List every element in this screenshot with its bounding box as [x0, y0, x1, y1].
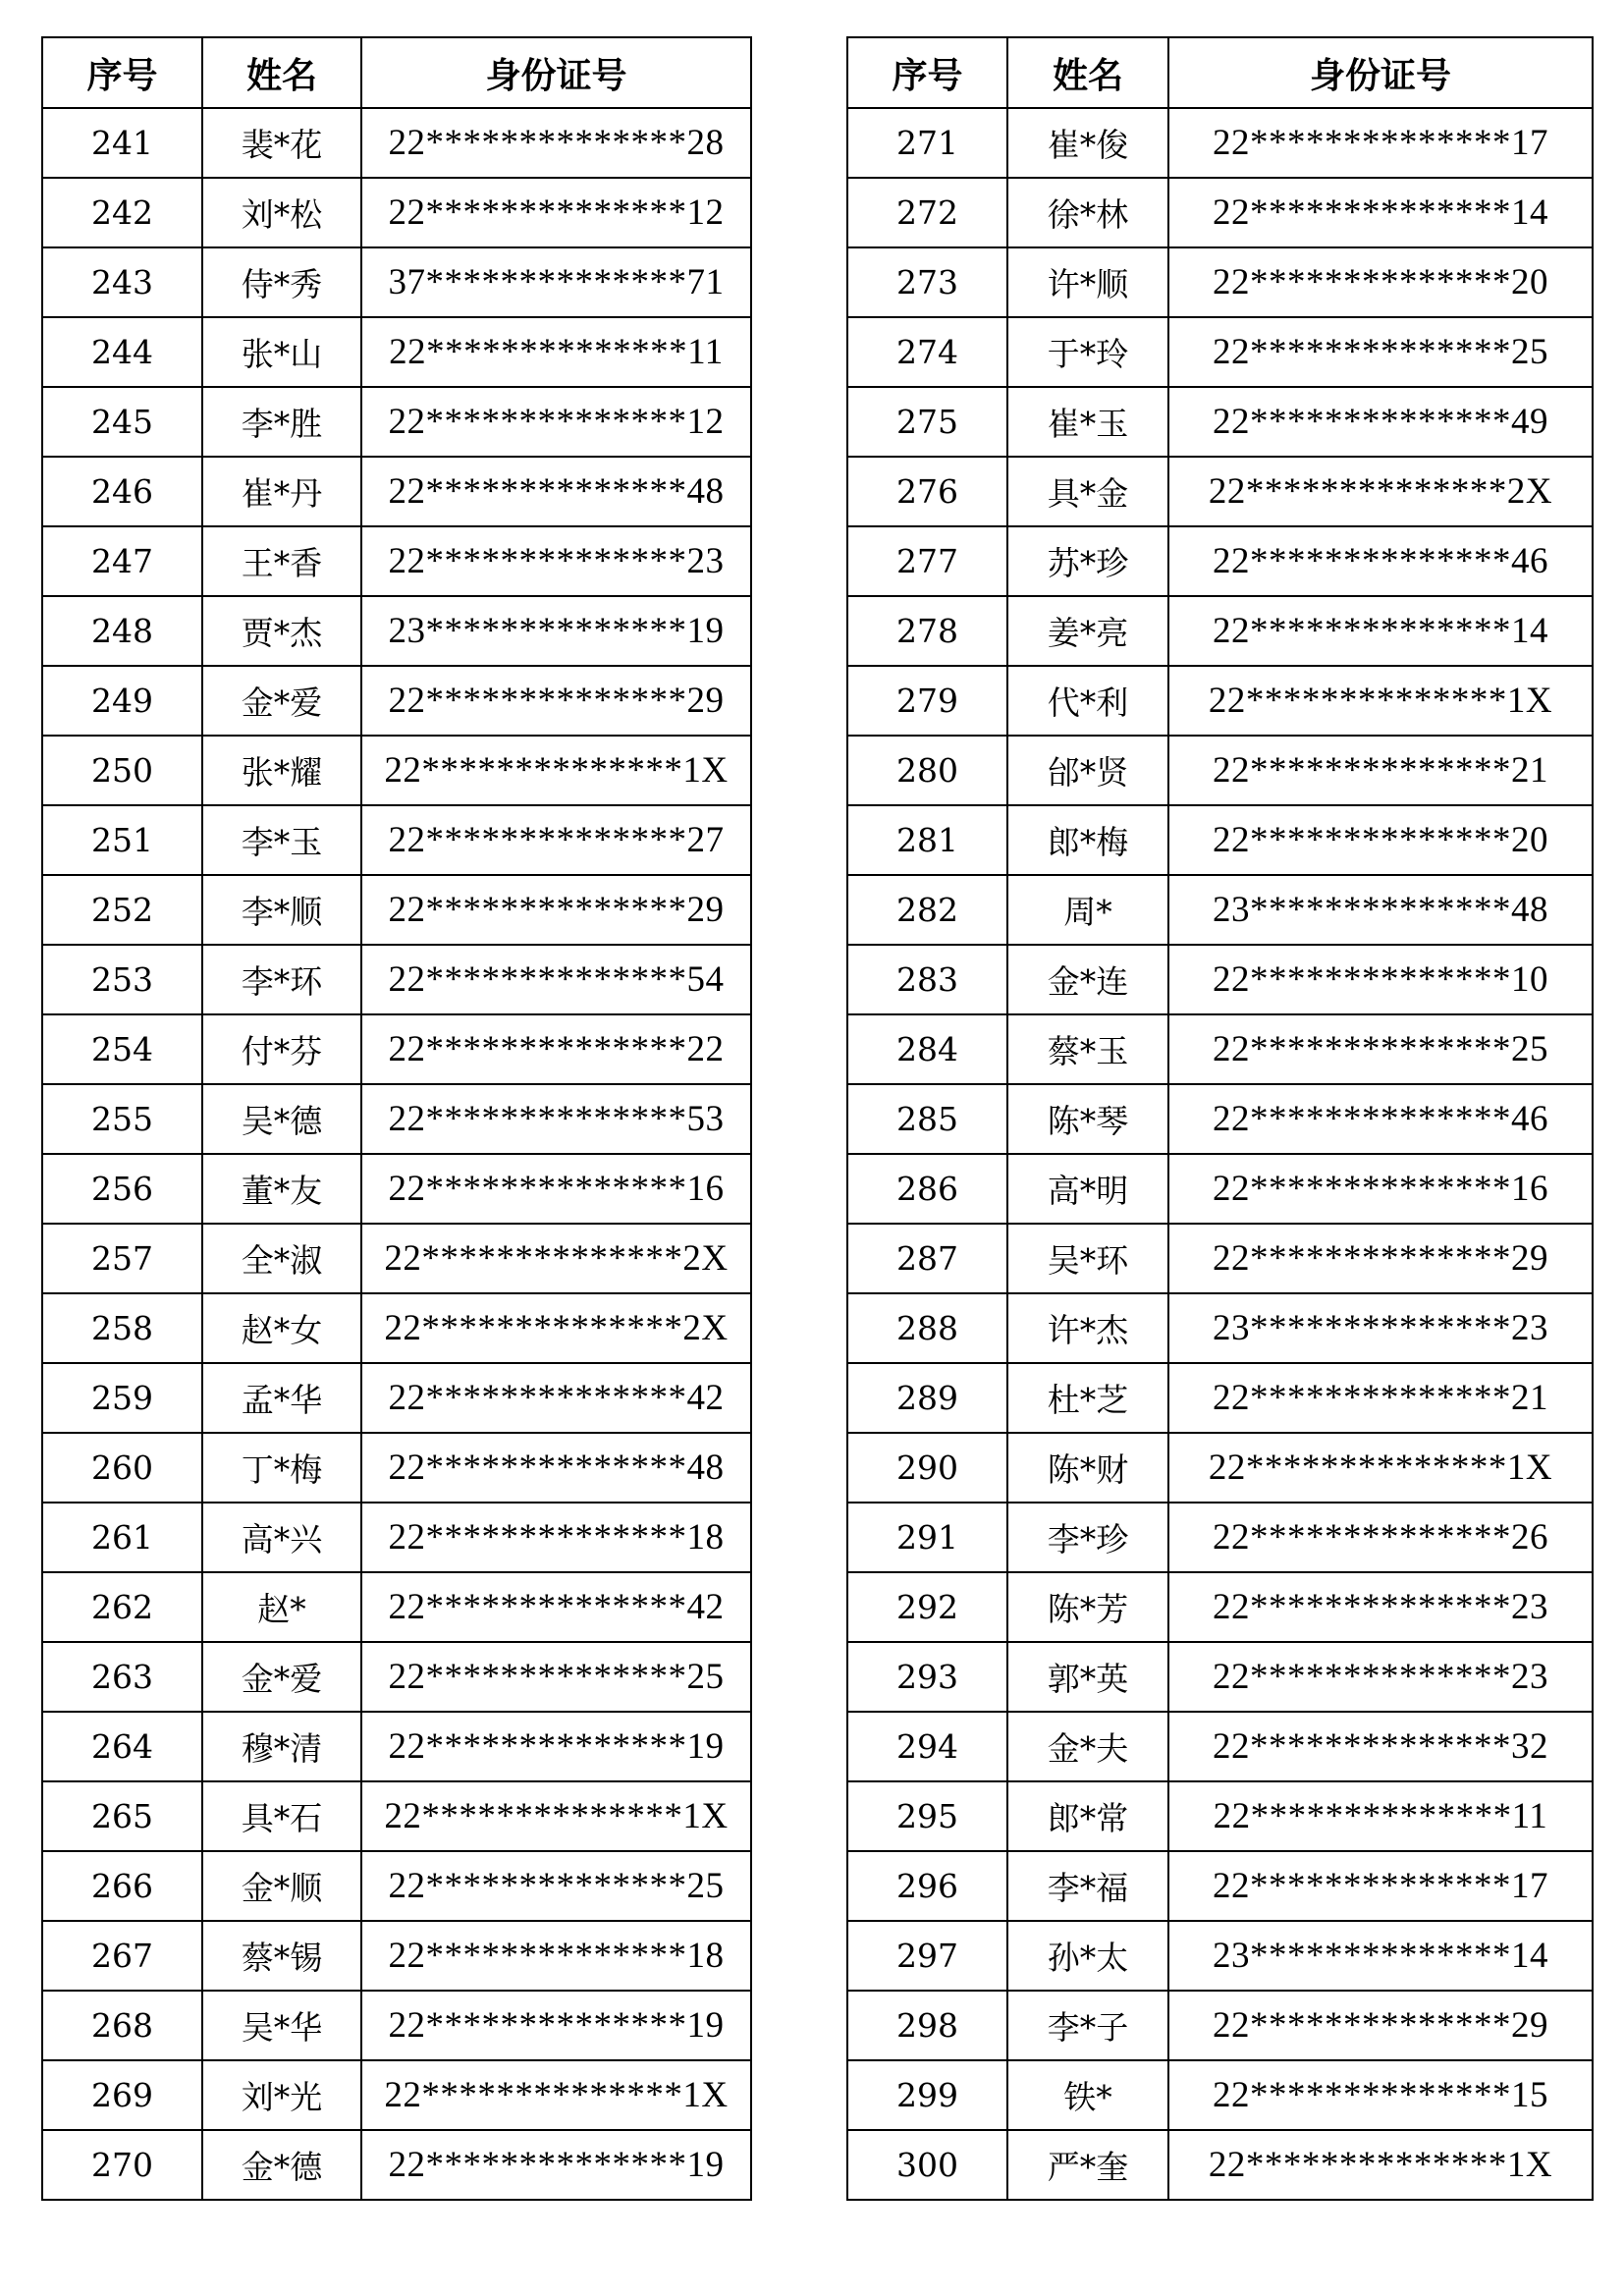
table-body-left	[42, 108, 751, 2200]
seq-cell: 290	[847, 1433, 1007, 1503]
seq-cell: 266	[42, 1851, 202, 1921]
seq-cell: 280	[847, 736, 1007, 805]
name-cell: 付*芬	[202, 1014, 361, 1084]
table-row	[847, 1503, 1593, 1572]
seq-cell: 282	[847, 875, 1007, 945]
table-row	[42, 875, 751, 945]
name-cell: 李*胜	[202, 387, 361, 457]
seq-cell: 281	[847, 805, 1007, 875]
seq-cell: 286	[847, 1154, 1007, 1224]
seq-cell: 241	[42, 108, 202, 178]
seq-cell: 265	[42, 1781, 202, 1851]
table-row	[847, 317, 1593, 387]
table-row	[847, 247, 1593, 317]
name-cell: 周*	[1007, 875, 1168, 945]
id-number-cell: 22**************25	[1168, 1014, 1593, 1084]
id-number-cell: 22**************42	[361, 1572, 751, 1642]
seq-cell: 258	[42, 1293, 202, 1363]
name-cell: 陈*财	[1007, 1433, 1168, 1503]
table-row	[847, 945, 1593, 1014]
id-number-cell: 22**************18	[361, 1921, 751, 1991]
table-row	[847, 2060, 1593, 2130]
seq-cell: 293	[847, 1642, 1007, 1712]
id-number-cell: 22**************1X	[361, 736, 751, 805]
seq-cell: 253	[42, 945, 202, 1014]
name-cell: 李*珍	[1007, 1503, 1168, 1572]
id-number-cell: 22**************27	[361, 805, 751, 875]
seq-cell: 242	[42, 178, 202, 247]
name-cell: 铁*	[1007, 2060, 1168, 2130]
id-number-cell: 22**************21	[1168, 1363, 1593, 1433]
table-row	[847, 596, 1593, 666]
id-number-cell: 22**************17	[1168, 1851, 1593, 1921]
table-row	[847, 2130, 1593, 2200]
id-number-cell: 22**************25	[361, 1851, 751, 1921]
id-number-cell: 22**************32	[1168, 1712, 1593, 1781]
name-cell: 李*福	[1007, 1851, 1168, 1921]
table-row	[42, 108, 751, 178]
seq-cell: 278	[847, 596, 1007, 666]
table-row	[42, 1851, 751, 1921]
table-row	[42, 1433, 751, 1503]
seq-cell: 275	[847, 387, 1007, 457]
table-row	[42, 1991, 751, 2060]
id-number-cell: 22**************26	[1168, 1503, 1593, 1572]
name-cell: 金*德	[202, 2130, 361, 2200]
seq-cell: 246	[42, 457, 202, 526]
id-number-cell: 22**************20	[1168, 805, 1593, 875]
seq-cell: 283	[847, 945, 1007, 1014]
table-row	[847, 1084, 1593, 1154]
seq-cell: 268	[42, 1991, 202, 2060]
table-row	[847, 736, 1593, 805]
table-row	[42, 526, 751, 596]
name-cell: 王*香	[202, 526, 361, 596]
name-cell: 金*连	[1007, 945, 1168, 1014]
table-row	[42, 387, 751, 457]
name-cell: 陈*琴	[1007, 1084, 1168, 1154]
name-cell: 蔡*锡	[202, 1921, 361, 1991]
table-row	[42, 1781, 751, 1851]
id-number-cell: 22**************29	[1168, 1224, 1593, 1293]
table-row	[42, 1503, 751, 1572]
name-cell: 高*明	[1007, 1154, 1168, 1224]
table-row	[42, 1712, 751, 1781]
seq-cell: 243	[42, 247, 202, 317]
table-row	[847, 875, 1593, 945]
seq-cell: 277	[847, 526, 1007, 596]
header-row	[42, 37, 751, 108]
seq-cell: 296	[847, 1851, 1007, 1921]
seq-cell: 262	[42, 1572, 202, 1642]
seq-cell: 251	[42, 805, 202, 875]
name-cell: 郎*常	[1007, 1781, 1168, 1851]
id-number-cell: 22**************15	[1168, 2060, 1593, 2130]
seq-cell: 264	[42, 1712, 202, 1781]
id-number-cell: 22**************14	[1168, 178, 1593, 247]
seq-cell: 271	[847, 108, 1007, 178]
name-cell: 徐*林	[1007, 178, 1168, 247]
table-row	[847, 178, 1593, 247]
id-number-cell: 22**************48	[361, 1433, 751, 1503]
table-row	[42, 2130, 751, 2200]
seq-cell: 288	[847, 1293, 1007, 1363]
seq-cell: 298	[847, 1991, 1007, 2060]
name-cell: 崔*丹	[202, 457, 361, 526]
seq-cell: 248	[42, 596, 202, 666]
name-cell: 吴*德	[202, 1084, 361, 1154]
seq-cell: 287	[847, 1224, 1007, 1293]
name-cell: 全*淑	[202, 1224, 361, 1293]
id-number-cell: 22**************23	[361, 526, 751, 596]
name-cell: 赵*女	[202, 1293, 361, 1363]
table-row	[42, 317, 751, 387]
header-name: 姓名	[1007, 37, 1168, 108]
id-number-cell: 22**************19	[361, 1991, 751, 2060]
name-cell: 许*杰	[1007, 1293, 1168, 1363]
name-cell: 张*耀	[202, 736, 361, 805]
name-cell: 穆*清	[202, 1712, 361, 1781]
table-row	[42, 1224, 751, 1293]
id-number-cell: 22**************1X	[1168, 1433, 1593, 1503]
name-cell: 孟*华	[202, 1363, 361, 1433]
id-number-cell: 22**************2X	[1168, 457, 1593, 526]
id-number-cell: 22**************29	[361, 875, 751, 945]
id-number-cell: 22**************20	[1168, 247, 1593, 317]
id-number-cell: 22**************29	[361, 666, 751, 736]
name-cell: 李*环	[202, 945, 361, 1014]
name-cell: 许*顺	[1007, 247, 1168, 317]
seq-cell: 295	[847, 1781, 1007, 1851]
id-number-cell: 22**************12	[361, 178, 751, 247]
name-cell: 高*兴	[202, 1503, 361, 1572]
table-body-right	[847, 108, 1593, 2200]
id-number-cell: 37**************71	[361, 247, 751, 317]
roster-table-right	[846, 36, 1594, 2201]
id-number-cell: 22**************16	[1168, 1154, 1593, 1224]
id-number-cell: 23**************23	[1168, 1293, 1593, 1363]
name-cell: 孙*太	[1007, 1921, 1168, 1991]
id-number-cell: 22**************53	[361, 1084, 751, 1154]
id-number-cell: 22**************25	[361, 1642, 751, 1712]
table-row	[42, 1642, 751, 1712]
table-row	[847, 108, 1593, 178]
seq-cell: 244	[42, 317, 202, 387]
seq-cell: 284	[847, 1014, 1007, 1084]
name-cell: 金*爱	[202, 666, 361, 736]
id-number-cell: 22**************2X	[361, 1293, 751, 1363]
id-number-cell: 22**************21	[1168, 736, 1593, 805]
name-cell: 金*顺	[202, 1851, 361, 1921]
seq-cell: 270	[42, 2130, 202, 2200]
id-number-cell: 22**************18	[361, 1503, 751, 1572]
id-number-cell: 22**************17	[1168, 108, 1593, 178]
header-id: 身份证号	[361, 37, 751, 108]
seq-cell: 279	[847, 666, 1007, 736]
seq-cell: 273	[847, 247, 1007, 317]
id-number-cell: 22**************46	[1168, 1084, 1593, 1154]
id-number-cell: 22**************11	[361, 317, 751, 387]
table-row	[847, 1154, 1593, 1224]
seq-cell: 294	[847, 1712, 1007, 1781]
name-cell: 代*利	[1007, 666, 1168, 736]
name-cell: 邰*贤	[1007, 736, 1168, 805]
id-number-cell: 22**************42	[361, 1363, 751, 1433]
id-number-cell: 22**************23	[1168, 1642, 1593, 1712]
name-cell: 吴*环	[1007, 1224, 1168, 1293]
seq-cell: 274	[847, 317, 1007, 387]
table-row	[42, 2060, 751, 2130]
table-row	[847, 1363, 1593, 1433]
seq-cell: 292	[847, 1572, 1007, 1642]
table-row	[847, 1781, 1593, 1851]
id-number-cell: 22**************46	[1168, 526, 1593, 596]
table-row	[42, 666, 751, 736]
table-row	[42, 1014, 751, 1084]
table-row	[847, 1991, 1593, 2060]
id-number-cell: 22**************22	[361, 1014, 751, 1084]
table-row	[42, 247, 751, 317]
table-row	[42, 178, 751, 247]
header-name: 姓名	[202, 37, 361, 108]
seq-cell: 267	[42, 1921, 202, 1991]
table-row	[42, 1293, 751, 1363]
seq-cell: 250	[42, 736, 202, 805]
name-cell: 于*玲	[1007, 317, 1168, 387]
id-number-cell: 23**************19	[361, 596, 751, 666]
name-cell: 刘*松	[202, 178, 361, 247]
header-id: 身份证号	[1168, 37, 1593, 108]
id-number-cell: 22**************14	[1168, 596, 1593, 666]
id-number-cell: 22**************54	[361, 945, 751, 1014]
table-row	[42, 1363, 751, 1433]
name-cell: 杜*芝	[1007, 1363, 1168, 1433]
id-number-cell: 22**************23	[1168, 1572, 1593, 1642]
name-cell: 侍*秀	[202, 247, 361, 317]
name-cell: 郎*梅	[1007, 805, 1168, 875]
header-seq: 序号	[847, 37, 1007, 108]
table-row	[847, 1293, 1593, 1363]
id-number-cell: 22**************1X	[1168, 2130, 1593, 2200]
table-row	[847, 1433, 1593, 1503]
name-cell: 崔*玉	[1007, 387, 1168, 457]
id-number-cell: 22**************19	[361, 2130, 751, 2200]
name-cell: 金*夫	[1007, 1712, 1168, 1781]
seq-cell: 256	[42, 1154, 202, 1224]
id-number-cell: 22**************16	[361, 1154, 751, 1224]
table-row	[847, 457, 1593, 526]
table-row	[847, 1572, 1593, 1642]
name-cell: 陈*芳	[1007, 1572, 1168, 1642]
id-number-cell: 22**************28	[361, 108, 751, 178]
table-row	[42, 596, 751, 666]
seq-cell: 272	[847, 178, 1007, 247]
seq-cell: 285	[847, 1084, 1007, 1154]
table-row	[42, 736, 751, 805]
name-cell: 吴*华	[202, 1991, 361, 2060]
seq-cell: 269	[42, 2060, 202, 2130]
seq-cell: 276	[847, 457, 1007, 526]
seq-cell: 245	[42, 387, 202, 457]
id-number-cell: 23**************48	[1168, 875, 1593, 945]
seq-cell: 247	[42, 526, 202, 596]
table-row	[847, 805, 1593, 875]
table-row	[42, 1572, 751, 1642]
name-cell: 刘*光	[202, 2060, 361, 2130]
id-number-cell: 22**************1X	[361, 2060, 751, 2130]
name-cell: 李*顺	[202, 875, 361, 945]
seq-cell: 252	[42, 875, 202, 945]
name-cell: 赵*	[202, 1572, 361, 1642]
table-row	[847, 1224, 1593, 1293]
seq-cell: 291	[847, 1503, 1007, 1572]
id-number-cell: 22**************29	[1168, 1991, 1593, 2060]
name-cell: 具*金	[1007, 457, 1168, 526]
seq-cell: 300	[847, 2130, 1007, 2200]
id-number-cell: 22**************19	[361, 1712, 751, 1781]
seq-cell: 261	[42, 1503, 202, 1572]
table-row	[42, 805, 751, 875]
seq-cell: 260	[42, 1433, 202, 1503]
id-number-cell: 23**************14	[1168, 1921, 1593, 1991]
seq-cell: 299	[847, 2060, 1007, 2130]
table-row	[847, 1921, 1593, 1991]
table-row	[42, 457, 751, 526]
seq-cell: 257	[42, 1224, 202, 1293]
id-number-cell: 22**************11	[1168, 1781, 1593, 1851]
name-cell: 金*爱	[202, 1642, 361, 1712]
header-seq: 序号	[42, 37, 202, 108]
seq-cell: 254	[42, 1014, 202, 1084]
table-row	[847, 1642, 1593, 1712]
table-row	[42, 1154, 751, 1224]
table-row	[847, 1014, 1593, 1084]
table-row	[847, 387, 1593, 457]
name-cell: 李*玉	[202, 805, 361, 875]
id-number-cell: 22**************12	[361, 387, 751, 457]
name-cell: 蔡*玉	[1007, 1014, 1168, 1084]
seq-cell: 249	[42, 666, 202, 736]
table-row	[847, 666, 1593, 736]
id-number-cell: 22**************2X	[361, 1224, 751, 1293]
id-number-cell: 22**************1X	[1168, 666, 1593, 736]
table-row	[847, 1712, 1593, 1781]
id-number-cell: 22**************49	[1168, 387, 1593, 457]
id-number-cell: 22**************48	[361, 457, 751, 526]
table-row	[847, 526, 1593, 596]
table-row	[847, 1851, 1593, 1921]
table-row	[42, 1921, 751, 1991]
name-cell: 裴*花	[202, 108, 361, 178]
seq-cell: 297	[847, 1921, 1007, 1991]
name-cell: 严*奎	[1007, 2130, 1168, 2200]
table-row	[42, 1084, 751, 1154]
name-cell: 李*子	[1007, 1991, 1168, 2060]
roster-table-left	[41, 36, 752, 2201]
id-number-cell: 22**************10	[1168, 945, 1593, 1014]
name-cell: 张*山	[202, 317, 361, 387]
table-row	[42, 945, 751, 1014]
name-cell: 苏*珍	[1007, 526, 1168, 596]
seq-cell: 259	[42, 1363, 202, 1433]
header-row	[847, 37, 1593, 108]
name-cell: 贾*杰	[202, 596, 361, 666]
name-cell: 具*石	[202, 1781, 361, 1851]
id-number-cell: 22**************1X	[361, 1781, 751, 1851]
seq-cell: 263	[42, 1642, 202, 1712]
name-cell: 丁*梅	[202, 1433, 361, 1503]
id-number-cell: 22**************25	[1168, 317, 1593, 387]
name-cell: 董*友	[202, 1154, 361, 1224]
name-cell: 姜*亮	[1007, 596, 1168, 666]
name-cell: 郭*英	[1007, 1642, 1168, 1712]
seq-cell: 289	[847, 1363, 1007, 1433]
seq-cell: 255	[42, 1084, 202, 1154]
name-cell: 崔*俊	[1007, 108, 1168, 178]
